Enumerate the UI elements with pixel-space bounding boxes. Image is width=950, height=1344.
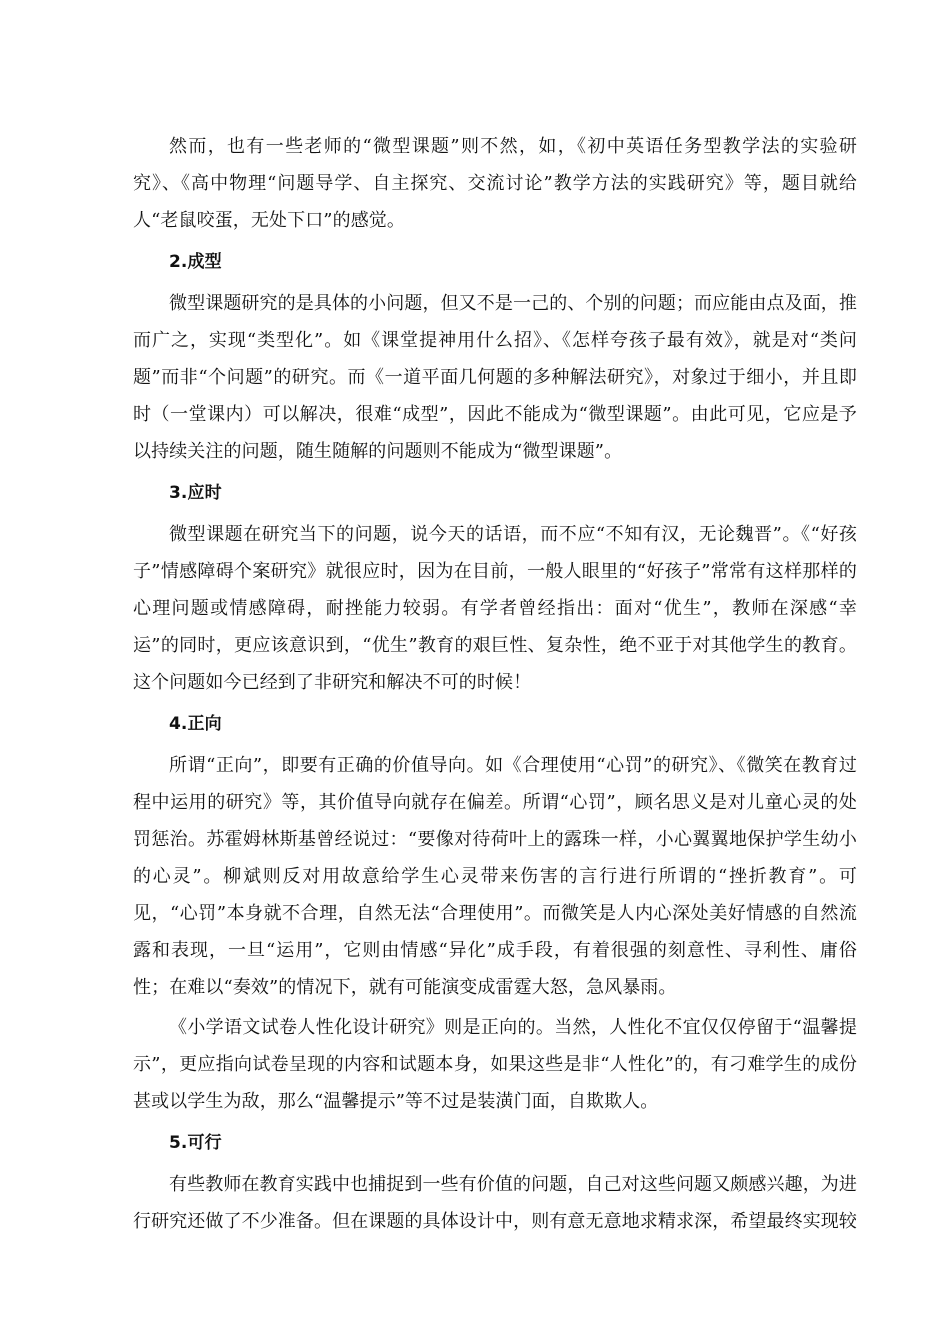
paragraph-kexing: 有些教师在教育实践中也捕捉到一些有价值的问题，自己对这些问题又颇感兴趣，为进行研究还做了不少准备。但在课题的具体设计中，则有意无意地求精求深，希望最终实现较 bbox=[133, 1174, 857, 1232]
paragraph-chengxing: 微型课题研究的是具体的小问题，但又不是一己的、个别的问题；而应能由点及面，推而广之，实现“类型化”。如《课堂提神用什么招》、《怎样夸孩子最有效》，就是对“类问题”而非“个问题”的研究。而《一道平面几何题的多种解法研究》，对象过于细小，并且即时（一堂课内）可以解决，很难“成型”，因此不能成为“微型课题”。由此可见，它应是予以持续关注的问题，随生随解的问题则不能成为“微型课题”。 bbox=[133, 293, 857, 462]
paragraph-yingshi: 微型课题在研究当下的问题，说今天的话语，而不应“不知有汉，无论魏晋”。《“好孩子”情感障碍个案研究》就很应时，因为在目前，一般人眼里的“好孩子”常常有这样那样的心理问题或情感障碍，耐挫能力较弱。有学者曾经指出：面对“优生”，教师在深感“幸运”的同时，更应该意识到，“优生”教育的艰巨性、复杂性，绝不亚于对其他学生的教育。这个问题如今已经到了非研究和解决不可的时候！ bbox=[133, 524, 857, 693]
paragraph-zhengxiang: 所谓“正向”，即要有正确的价值导向。如《合理使用“心罚”的研究》、《微笑在教育过程中运用的研究》等，其价值导向就存在偏差。所谓“心罚”，顾名思义是对儿童心灵的处罚惩治。苏霍姆林斯基曾经说过：“要像对待荷叶上的露珠一样，小心翼翼地保护学生幼小的心灵”。柳斌则反对用故意给学生心灵带来伤害的言行进行所谓的“挫折教育”。可见，“心罚”本身就不合理，自然无法“合理使用”。而微笑是人内心深处美好情感的自然流露和表现，一旦“运用”，它则由情感“异化”成手段，有着很强的刻意性、寻利性、庸俗性；在难以“奏效”的情况下，就有可能演变成雷霆大怒，急风暴雨。 bbox=[133, 755, 857, 998]
document-body bbox=[133, 128, 857, 1240]
section-heading-3: 3.应时 bbox=[169, 483, 222, 503]
section-heading-2: 2.成型 bbox=[169, 252, 222, 272]
paragraph-zhengxiang-example: 《小学语文试卷人性化设计研究》则是正向的。当然，人性化不宜仅仅停留于“温馨提示”，更应指向试卷呈现的内容和试题本身，如果这些是非“人性化”的，有刁难学生的成份甚或以学生为敌，那么“温馨提示”等不过是装潢门面，自欺欺人。 bbox=[133, 1017, 857, 1112]
section-heading-5: 5.可行 bbox=[169, 1133, 222, 1153]
paragraph-intro: 然而，也有一些老师的“微型课题”则不然，如，《初中英语任务型教学法的实验研究》、《高中物理“问题导学、自主探究、交流讨论”教学方法的实践研究》等，题目就给人“老鼠咬蛋，无处下口”的感觉。 bbox=[133, 136, 857, 231]
section-heading-4: 4.正向 bbox=[169, 714, 222, 734]
